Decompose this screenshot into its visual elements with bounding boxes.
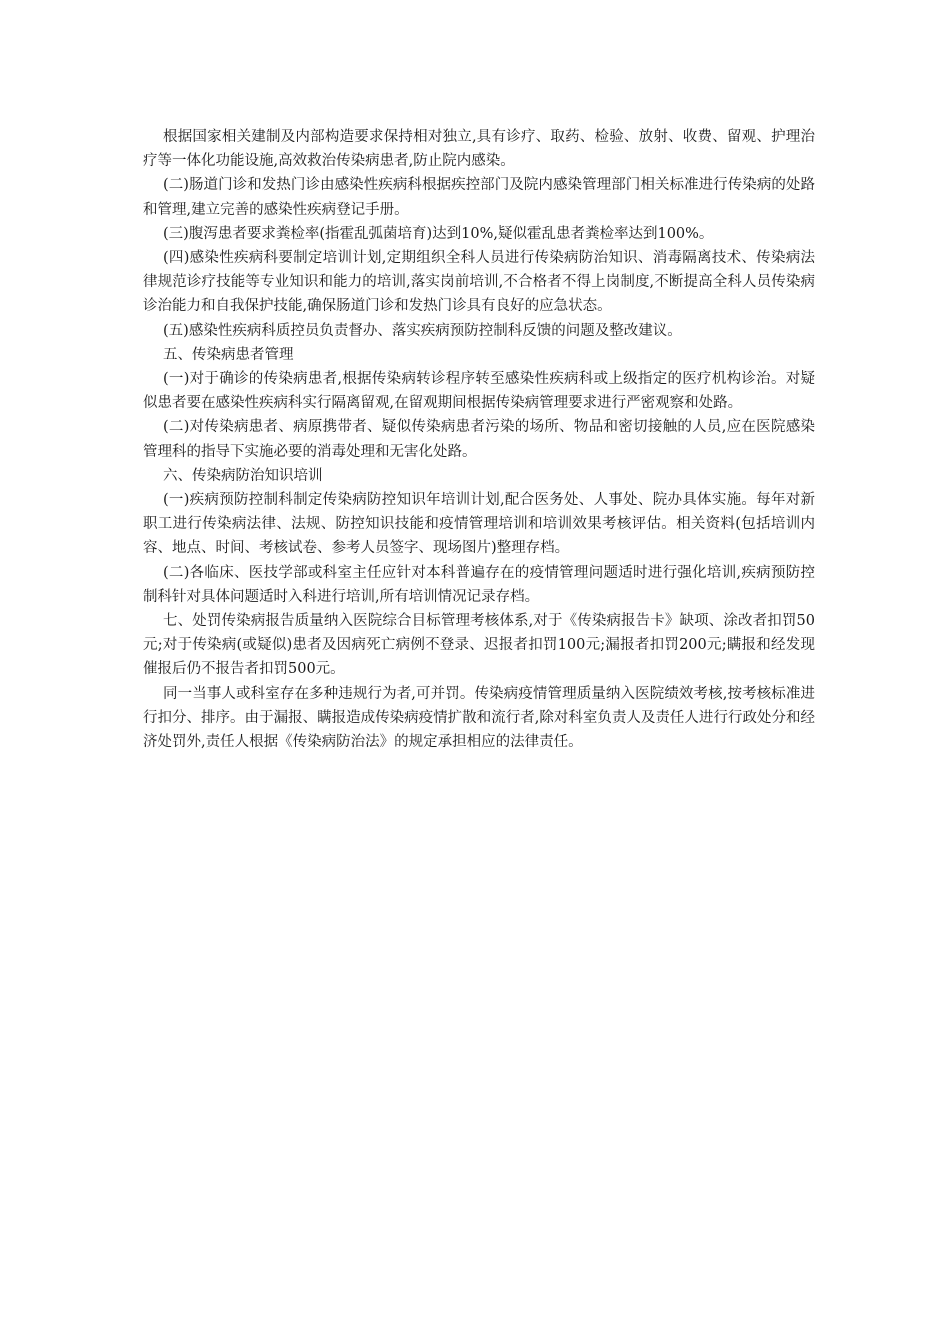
paragraph-department-training: (二)各临床、医技学部或科室主任应针对本科普遍存在的疫情管理问题适时进行强化培训,疾病预防控制科针对具体问题适时入科进行培训,所有培训情况记录存档。	[143, 564, 815, 605]
paragraph-disinfection: (二)对传染病患者、病原携带者、疑似传染病患者污染的场所、物品和密切接触的人员,应在医院感染管理科的指导下实施必要的消毒处理和无害化处路。	[143, 419, 815, 460]
paragraph-quality-control: (五)感染性疾病科质控员负责督办、落实疾病预防控制科反馈的问题及整改建议。	[163, 322, 682, 339]
section-heading-training: 六、传染病防治知识培训	[163, 467, 323, 484]
document-body	[143, 125, 815, 754]
paragraph-stool-test-rate: (三)腹泻患者要求粪检率(指霍乱弧菌培育)达到10%,疑似霍乱患者粪检率达到100%。	[163, 225, 714, 242]
paragraph-training-plan: (四)感染性疾病科要制定培训计划,定期组织全科人员进行传染病防治知识、消毒隔离技术、传染病法律规范诊疗技能等专业知识和能力的培训,落实岗前培训,不合格者不得上岗制度,不断提高全科人员传染病诊治能力和自我保护技能,确保肠道门诊和发热门诊具有良好的应急状态。	[143, 250, 815, 315]
section-heading-patient-management: 五、传染病患者管理	[163, 346, 294, 363]
paragraph-confirmed-patients: (一)对于确诊的传染病患者,根据传染病转诊程序转至感染性疾病科或上级指定的医疗机构诊治。对疑似患者要在感染性疾病科实行隔离留观,在留观期间根据传染病管理要求进行严密观察和处路。	[143, 371, 815, 412]
paragraph-combined-penalties: 同一当事人或科室存在多种违规行为者,可并罚。传染病疫情管理质量纳入医院绩效考核,按考核标准进行扣分、排序。由于漏报、瞒报造成传染病疫情扩散和流行者,除对科室负责人及责任人进行行政处分和经济处罚外,责任人根据《传染病防治法》的规定承担相应的法律责任。	[143, 685, 815, 751]
paragraph-annual-training: (一)疾病预防控制科制定传染病防控知识年培训计划,配合医务处、人事处、院办具体实施。每年对新职工进行传染病法律、法规、防控知识技能和疫情管理培训和培训效果考核评估。相关资料(包括培训内容、地点、时间、考核试卷、参考人员签字、现场图片)整理存档。	[143, 492, 815, 557]
paragraph-clinic-management: (二)肠道门诊和发热门诊由感染性疾病科根据疾控部门及院内感染管理部门相关标准进行传染病的处路和管理,建立完善的感染性疾病登记手册。	[143, 177, 815, 218]
paragraph-facility-requirements: 根据国家相关建制及内部构造要求保持相对独立,具有诊疗、取药、检验、放射、收费、留观、护理治疗等一体化功能设施,高效救治传染病患者,防止院内感染。	[143, 129, 815, 170]
paragraph-penalties: 七、处罚传染病报告质量纳入医院综合目标管理考核体系,对于《传染病报告卡》缺项、涂改者扣罚50元;对于传染病(或疑似)患者及因病死亡病例不登录、迟报者扣罚100元;漏报者扣罚200元;瞒报和经发现催报后仍不报告者扣罚500元。	[143, 613, 815, 678]
